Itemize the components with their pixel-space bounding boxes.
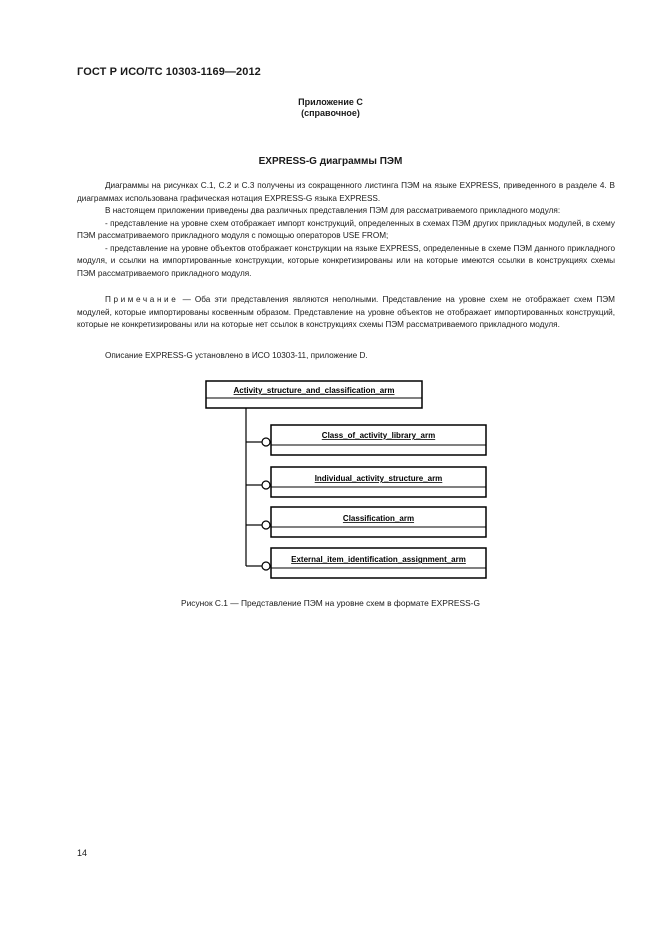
imported-schema-box bbox=[246, 548, 486, 578]
schema-label: External_item_identification_assignment_arm bbox=[291, 555, 466, 564]
schema-label: Classification_arm bbox=[342, 514, 415, 523]
annex-subtitle: (справочное) bbox=[301, 108, 360, 118]
note-text: — Оба эти представления являются неполными. Представление на уровне схем не отображает схем ПЭМ модулей, которые импортированы косвенным образом. Представление на уровне объектов не отображает импортированных конструкций, которые не конкретизированы или на которые нет ссылок в конструкциях схемы ПЭМ рассматриваемого прикладного модуля. bbox=[77, 295, 615, 329]
annex-title: Приложение C bbox=[298, 97, 363, 107]
page-number: 14 bbox=[77, 848, 88, 858]
note-lead: Примечание bbox=[105, 295, 179, 304]
figure-caption: Рисунок C.1 — Представление ПЭМ на уровне схем в формате EXPRESS-G bbox=[181, 598, 480, 608]
document-header: ГОСТ Р ИСО/ТС 10303-1169—2012 bbox=[77, 66, 261, 78]
paragraph-4: Описание EXPRESS-G установлено в ИСО 10303-11, приложение D. bbox=[105, 351, 368, 360]
section-title: EXPRESS-G диаграммы ПЭМ bbox=[258, 156, 403, 167]
relation-circle-icon bbox=[262, 562, 270, 570]
main-schema-label: Activity_structure_and_classification_arm bbox=[233, 386, 395, 395]
paragraph-2a: - представление на уровне схем отображает импорт конструкций, определенных в схемах ПЭМ других прикладных модулей, в схему ПЭМ рассматриваемого прикладного модуля с помощью операторов USE FROM; bbox=[77, 218, 615, 240]
main-schema-box bbox=[206, 381, 422, 408]
relation-circle-icon bbox=[262, 521, 270, 529]
schema-label: Class_of_activity_library_arm bbox=[321, 431, 436, 440]
relation-circle-icon bbox=[262, 481, 270, 489]
paragraph-2: В настоящем приложении приведены два различных представления ПЭМ для рассматриваемого прикладного модуля: bbox=[105, 206, 561, 215]
imported-schema-box bbox=[246, 425, 486, 455]
paragraph-1: Диаграммы на рисунках C.1, C.2 и C.3 получены из сокращенного листинга ПЭМ на языке EXPRESS, приведенного в разделе 4. В диаграммах использована графическая нотация EXPRESS-G языка EXPRESS. bbox=[77, 181, 615, 203]
paragraph-2b: - представление на уровне объектов отображает конструкции на языке EXPRESS, определенные в схеме ПЭМ данного прикладного модуля, и ссылки на импортированные конструкции, которые конкретизированы или на которые имеются ссылки в конструкциях схемы ПЭМ рассматриваемого прикладного модуля. bbox=[77, 243, 615, 278]
imported-schema-box bbox=[246, 467, 486, 497]
imported-schema-box bbox=[246, 507, 486, 537]
relation-circle-icon bbox=[262, 438, 270, 446]
schema-label: Individual_activity_structure_arm bbox=[314, 474, 443, 483]
